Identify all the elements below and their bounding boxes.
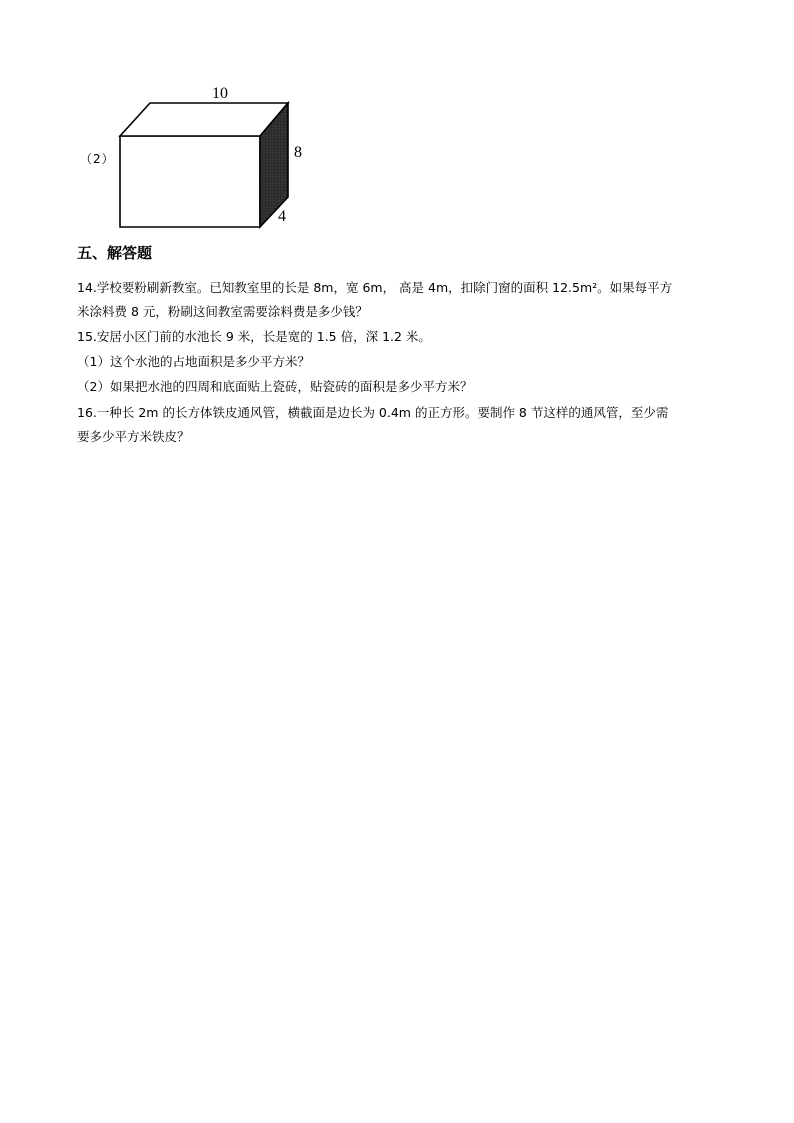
question-15-sub-2: （2）如果把水池的四周和底面贴上瓷砖，贴瓷砖的面积是多少平方米？ [77,379,473,394]
dimension-height: 8 [294,144,302,161]
question-16-line-1: 16.一种长 2m 的长方体铁皮通风管，横截面是边长为 0.4m 的正方形。要制作 8 节这样的通风管，至少需 [77,405,669,420]
dimension-length: 10 [212,85,228,102]
cuboid-front-face [120,136,260,227]
dimension-width: 4 [278,208,286,225]
question-14-line-1: 14.学校要粉刷新教室。已知教室里的长是 8m，宽 6m， 高是 4m，扣除门窗的面积 12.5m²。如果每平方 [77,280,673,295]
question-15-line-1: 15.安居小区门前的水池长 9 米，长是宽的 1.5 倍，深 1.2 米。 [77,329,431,344]
question-14-line-2: 米涂料费 8 元，粉刷这间教室需要涂料费是多少钱？ [77,304,368,319]
section-title: 五、解答题 [77,244,153,262]
question-16-line-2: 要多少平方米铁皮？ [77,429,190,444]
cuboid-top-face [120,103,288,136]
question-15-sub-1: （1）这个水池的占地面积是多少平方米？ [77,354,310,369]
cuboid-figure [110,80,320,240]
figure-label: （2） [80,152,115,166]
